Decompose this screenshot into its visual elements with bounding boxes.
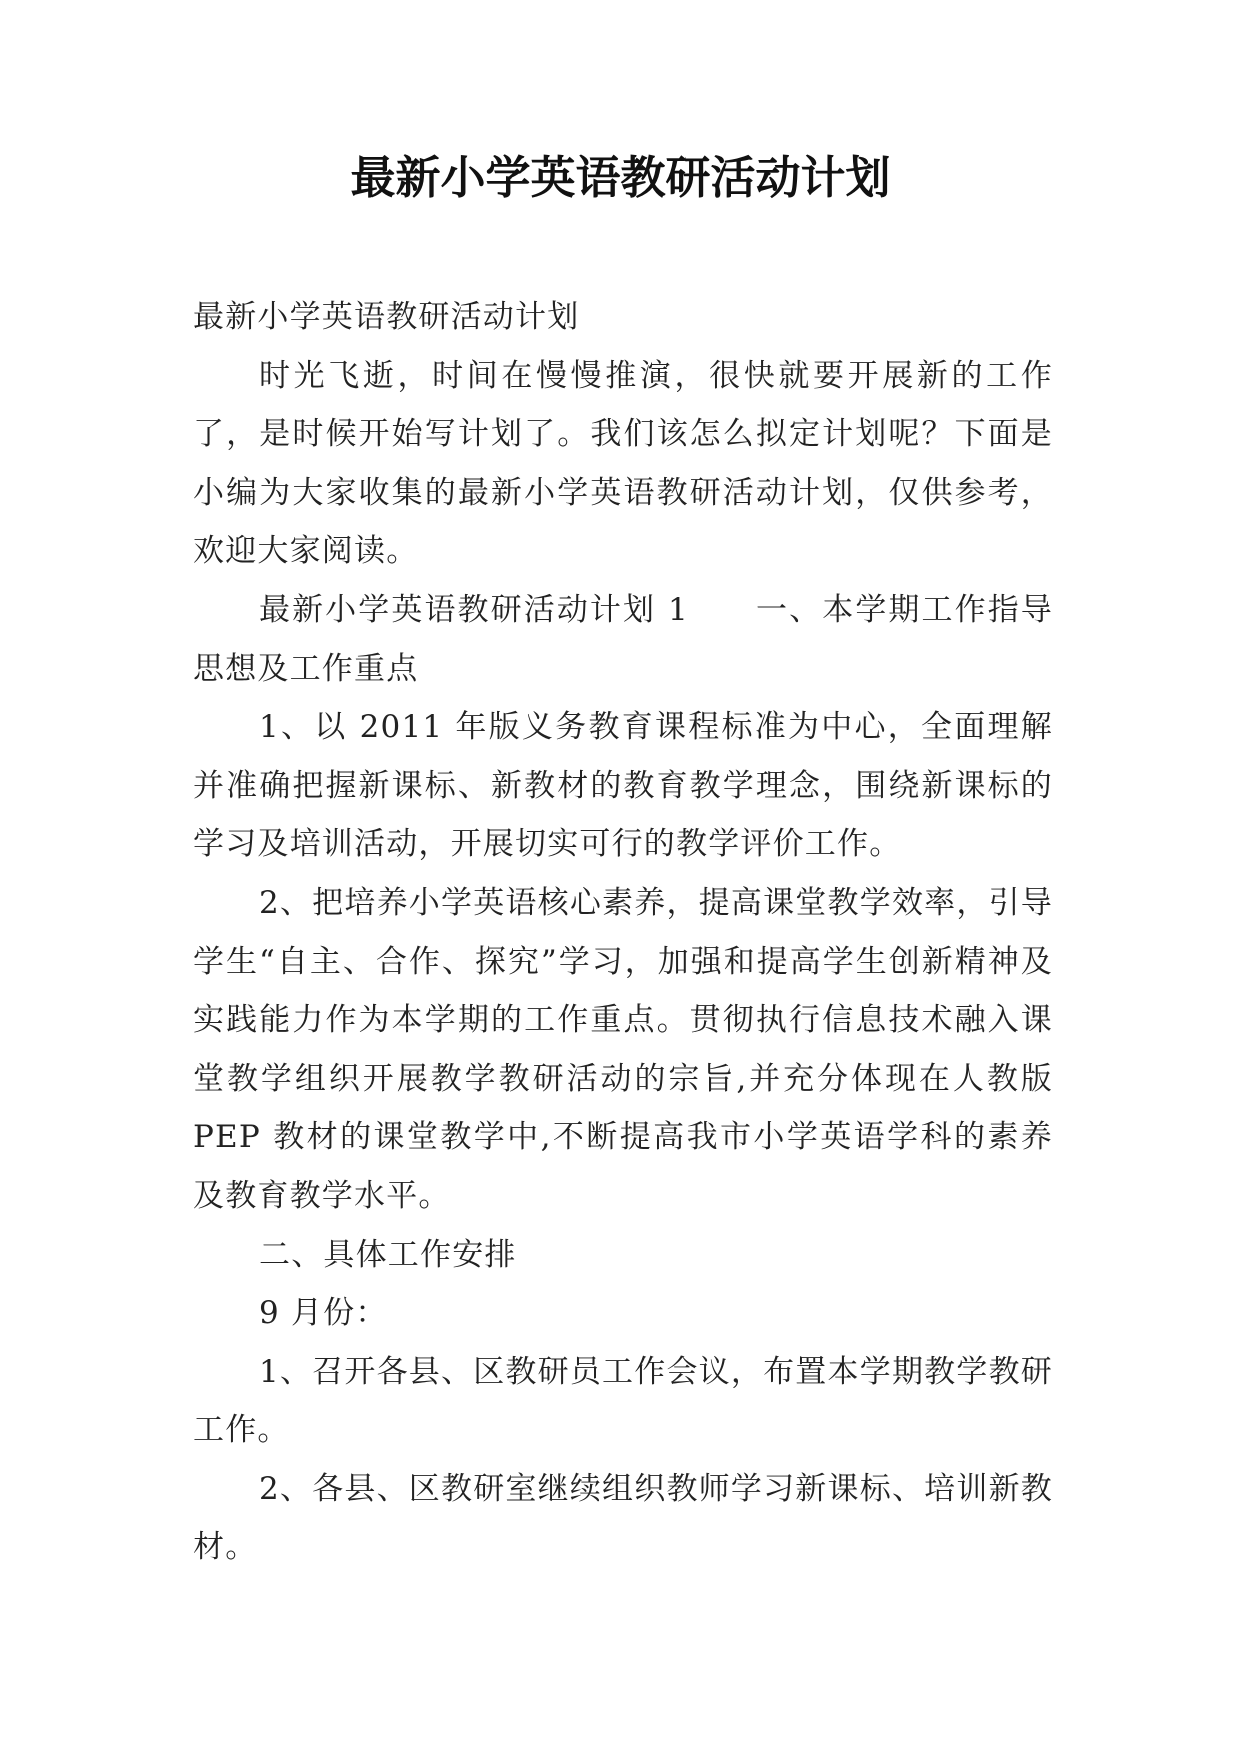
paragraph-item-2: 2、把培养小学英语核心素养，提高课堂教学效率，引导学生“自主、合作、探究”学习，加强和提高学生创新精神及实践能力作为本学期的工作重点。贯彻执行信息技术融入课堂教学组织开展教学教研活动的宗旨,并充分体现在人教版 PEP 教材的课堂教学中,不断提高我市小学英语学科的素养及教育教学水平。 [193,884,1053,1214]
paragraph-month: 9 月份： [259,1295,388,1332]
paragraph-heading: 最新小学英语教研活动计划 [193,299,580,335]
paragraph-item-1: 1、以 2011 年版义务教育课程标准为中心，全面理解并准确把握新课标、新教材的教育教学理念，围绕新课标的学习及培训活动，开展切实可行的教学评价工作。 [193,709,1053,863]
paragraph-task-1: 1、召开各县、区教研员工作会议，布置本学期教学教研工作。 [193,1353,1053,1449]
paragraph-section-one: 最新小学英语教研活动计划 1 一、本学期工作指导思想及工作重点 [193,591,1053,687]
document-title: 最新小学英语教研活动计划 [350,151,891,204]
paragraph-task-2: 2、各县、区教研室继续组织教师学习新课标、培训新教材。 [193,1470,1053,1566]
document-body [193,288,1053,1577]
paragraph-intro: 时光飞逝，时间在慢慢推演，很快就要开展新的工作了，是时候开始写计划了。我们该怎么拟定计划呢？下面是小编为大家收集的最新小学英语教研活动计划，仅供参考，欢迎大家阅读。 [193,357,1053,570]
paragraph-section-two: 二、具体工作安排 [259,1236,517,1273]
